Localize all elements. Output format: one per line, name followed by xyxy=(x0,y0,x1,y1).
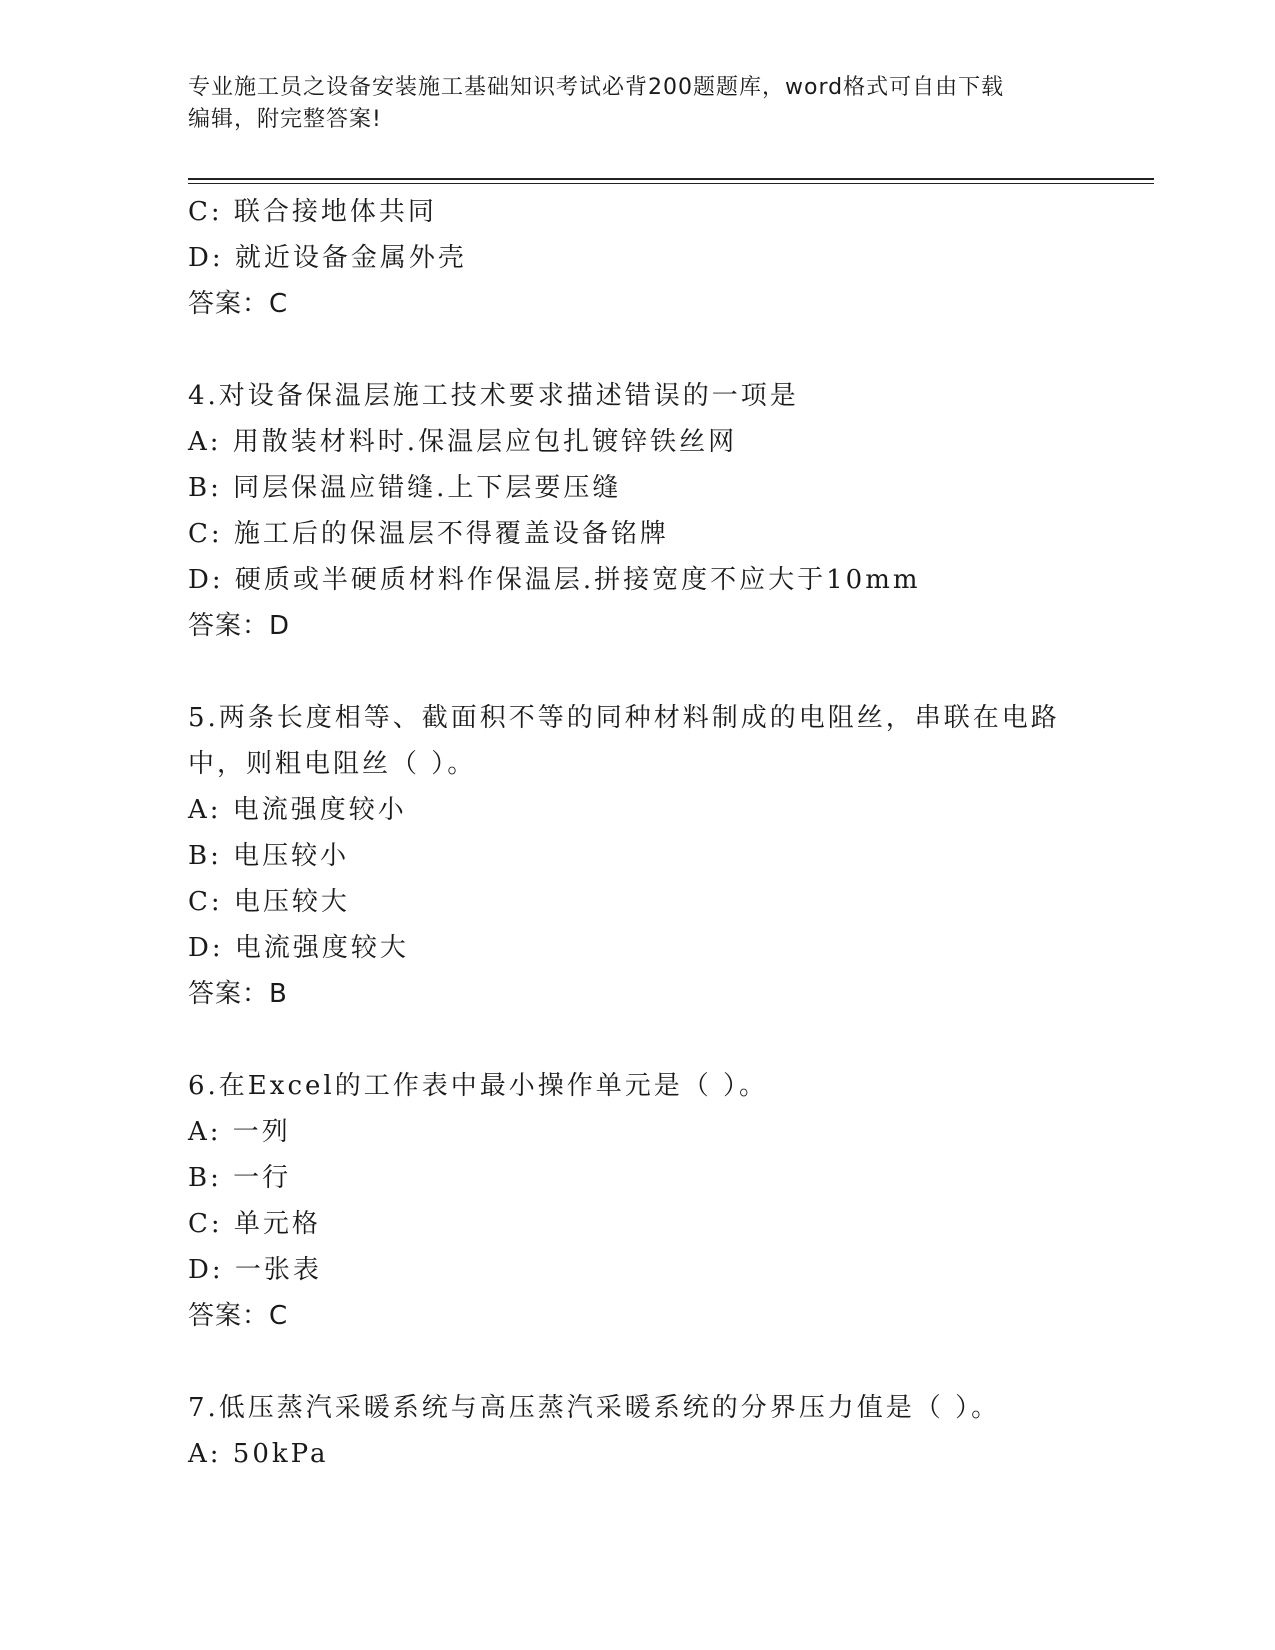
header-divider xyxy=(188,178,1154,180)
option-d: D: 就近设备金属外壳 xyxy=(188,243,467,273)
header-line-2: 编辑，附完整答案! xyxy=(188,107,382,132)
question-5 xyxy=(188,695,1148,1017)
option-c: C: 电压较大 xyxy=(188,887,350,917)
question-4 xyxy=(188,373,1148,649)
option-b: B: 同层保温应错缝.上下层要压缝 xyxy=(188,473,622,503)
question-6 xyxy=(188,1063,1148,1339)
answer: 答案：C xyxy=(188,289,289,319)
option-b: B: 一行 xyxy=(188,1163,292,1193)
option-c: C: 施工后的保温层不得覆盖设备铭牌 xyxy=(188,519,669,549)
question-stem-cont: 中，则粗电阻丝（ ）。 xyxy=(188,749,477,779)
option-a: A: 50kPa xyxy=(188,1439,329,1469)
question-stem: 6.在Excel的工作表中最小操作单元是（ ）。 xyxy=(188,1071,768,1101)
option-a: A: 电流强度较小 xyxy=(188,795,407,825)
document-header xyxy=(188,72,1088,136)
answer: 答案：B xyxy=(188,979,288,1009)
option-c: C: 单元格 xyxy=(188,1209,321,1239)
option-b: B: 电压较小 xyxy=(188,841,350,871)
question-list xyxy=(188,189,1148,1477)
answer: 答案：C xyxy=(188,1301,289,1331)
question-3-tail xyxy=(188,189,1148,327)
answer: 答案：D xyxy=(188,611,291,641)
option-c: C: 联合接地体共同 xyxy=(188,197,437,227)
option-a: A: 用散装材料时.保温层应包扎镀锌铁丝网 xyxy=(188,427,738,457)
option-d: D: 一张表 xyxy=(188,1255,322,1285)
option-d: D: 电流强度较大 xyxy=(188,933,409,963)
question-stem: 7.低压蒸汽采暖系统与高压蒸汽采暖系统的分界压力值是（ ）。 xyxy=(188,1393,1001,1423)
header-line-1: 专业施工员之设备安装施工基础知识考试必背200题题库，word格式可自由下载 xyxy=(188,75,1005,100)
question-stem: 4.对设备保温层施工技术要求描述错误的一项是 xyxy=(188,381,799,411)
question-7 xyxy=(188,1385,1148,1477)
question-stem: 5.两条长度相等、截面积不等的同种材料制成的电阻丝，串联在电路 xyxy=(188,703,1060,733)
option-a: A: 一列 xyxy=(188,1117,291,1147)
header-divider-thin xyxy=(188,183,1154,184)
option-d: D: 硬质或半硬质材料作保温层.拼接宽度不应大于10mm xyxy=(188,565,921,595)
